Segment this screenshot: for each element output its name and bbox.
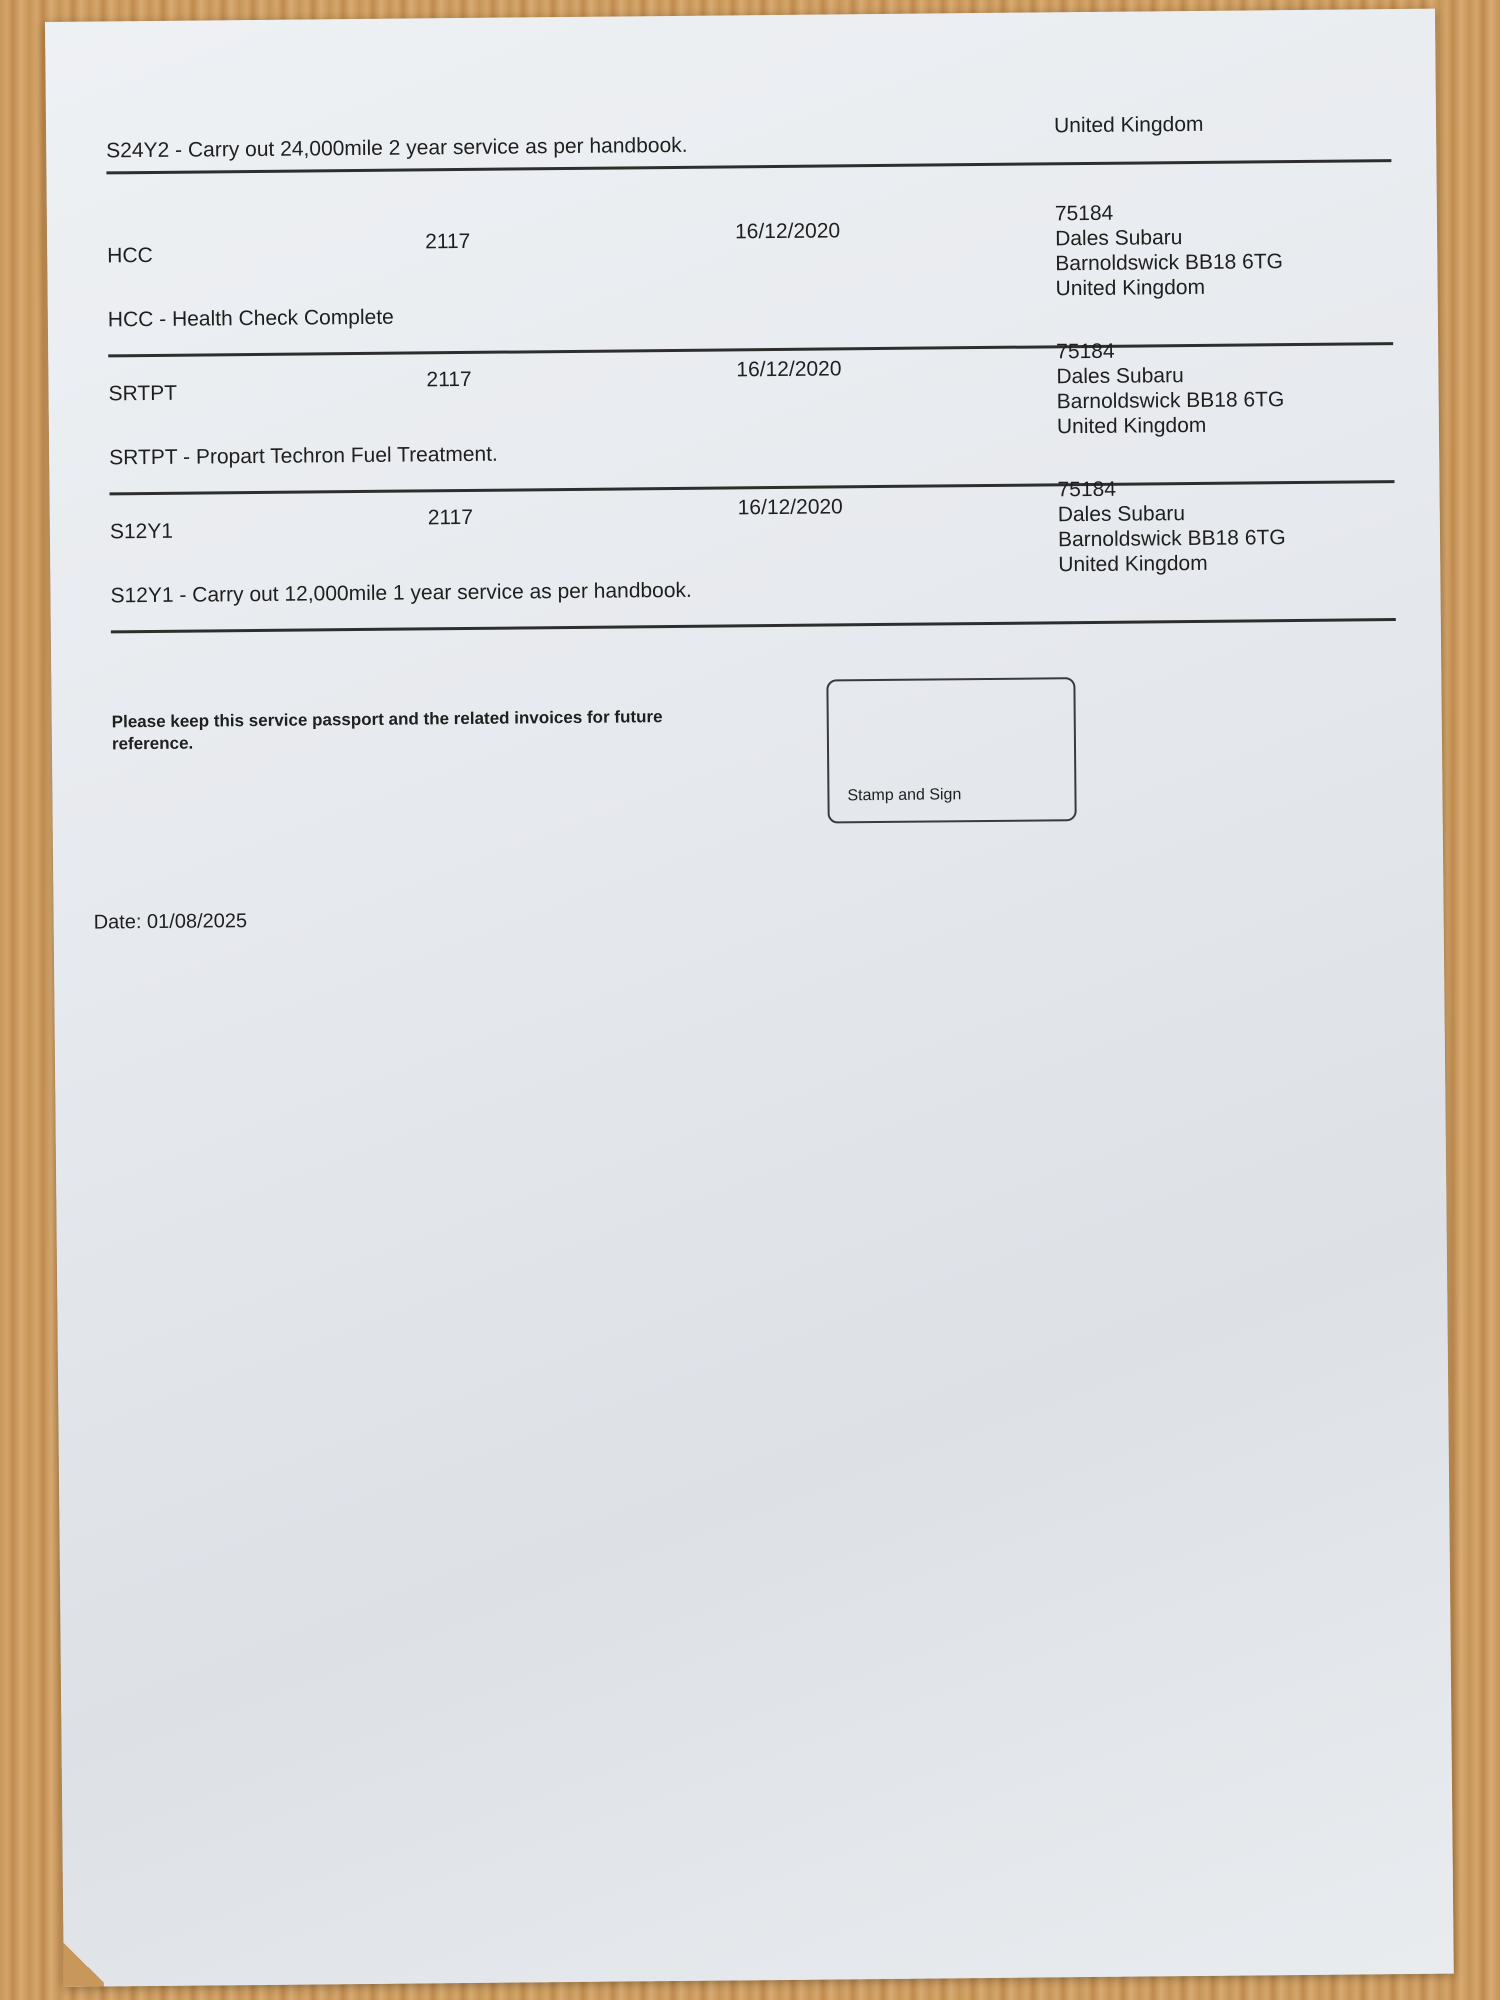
service-description: S12Y1 - Carry out 12,000mile 1 year service as per handbook. [110,578,692,608]
dealer-address [1056,337,1285,439]
service-date: 16/12/2020 [737,495,843,520]
dealer-country: United Kingdom [1055,275,1206,301]
dealer-address [1057,475,1286,577]
dealer-town: Barnoldswick BB18 6TG [1056,388,1285,414]
service-number: 2117 [425,229,471,254]
service-number: 2117 [426,367,472,392]
document-date: Date: 01/08/2025 [93,910,248,934]
service-date: 16/12/2020 [734,219,841,244]
dealer-name: Dales Subaru [1055,226,1183,251]
service-row-s12y1 [109,477,1396,632]
dealer-country: United Kingdom [1058,551,1208,577]
row-divider [111,618,1396,633]
dealer-code: 75184 [1056,339,1115,364]
first-entry-description: S24Y2 - Carry out 24,000mile 2 year service as per handbook. [106,133,688,163]
service-row-hcc [107,201,1393,356]
service-description: HCC - Health Check Complete [107,305,394,332]
service-description: SRTPT - Propart Techron Fuel Treatment. [109,442,498,470]
stamp-sign-label: Stamp and Sign [847,786,962,805]
service-date: 16/12/2020 [736,357,842,382]
dealer-town: Barnoldswick BB18 6TG [1057,526,1286,552]
dealer-address [1055,199,1284,301]
service-code: SRTPT [108,381,178,406]
first-entry-country: United Kingdom [1053,112,1204,138]
dealer-town: Barnoldswick BB18 6TG [1055,250,1284,276]
dealer-name: Dales Subaru [1057,502,1186,527]
dealer-name: Dales Subaru [1056,364,1184,389]
dealer-code: 75184 [1057,477,1117,502]
stamp-sign-box [826,677,1076,823]
service-code: S12Y1 [109,519,174,544]
service-passport-page [45,9,1454,1987]
service-number: 2117 [427,505,474,530]
service-row-srtpt [108,339,1394,494]
retention-notice: Please keep this service passport and the related invoices for future reference. [111,707,663,754]
service-code: HCC [107,243,153,268]
dealer-country: United Kingdom [1056,413,1207,439]
dealer-code: 75184 [1054,201,1114,226]
